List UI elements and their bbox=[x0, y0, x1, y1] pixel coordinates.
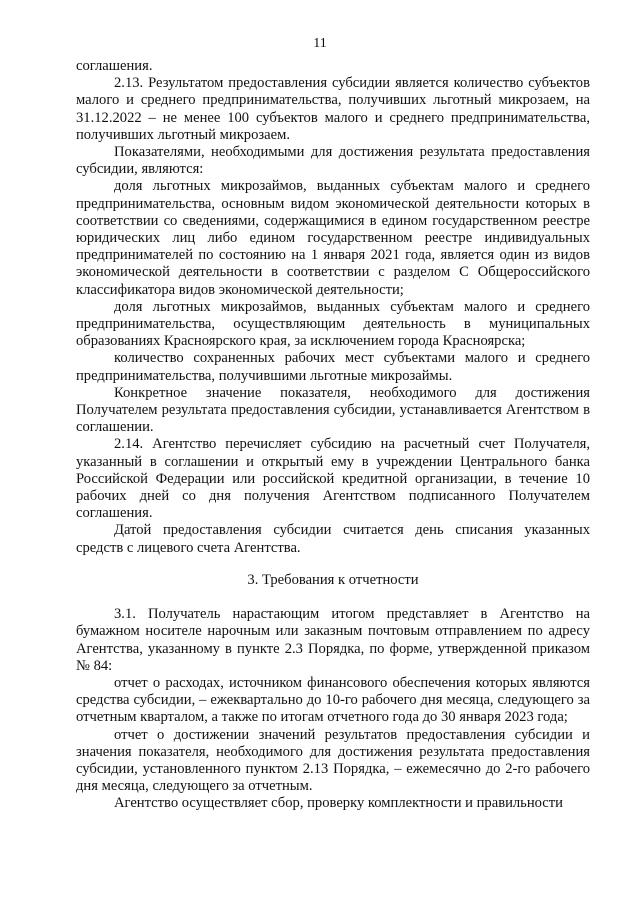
paragraph: доля льготных микрозаймов, выданных субъектам малого и среднего предпринимательства, осуществляющим деятельность в муниципальных образованиях Красноярского края, за исключением города Красноярска; bbox=[76, 298, 590, 350]
paragraph: отчет о расходах, источником финансового обеспечения которых являются средства субсидии, – ежеквартально до 10-го рабочего дня месяца, следующего за отчетным кварталом, а также по итогам отчетного года до 30 января 2023 года; bbox=[76, 674, 590, 726]
section-heading: 3. Требования к отчетности bbox=[247, 571, 419, 588]
document-body bbox=[76, 58, 590, 813]
paragraph: отчет о достижении значений результатов предоставления субсидии и значения показателя, необходимого для достижения результата предоставления субсидии, установленного пунктом 2.13 Порядка, – ежемесячно до 2-го рабочего дня месяца, следующего за отчетным. bbox=[76, 726, 590, 795]
paragraph: количество сохраненных рабочих мест субъектами малого и среднего предпринимательства, получившими льготные микрозаймы. bbox=[76, 350, 590, 384]
page-number: 11 bbox=[313, 36, 327, 51]
paragraph: соглашения. bbox=[76, 58, 153, 74]
paragraph: Агентство осуществляет сбор, проверку комплектности и правильности bbox=[114, 795, 563, 812]
paragraph: Датой предоставления субсидии считается день списания указанных средств с лицевого счета Агентства. bbox=[76, 522, 590, 556]
paragraph: 2.14. Агентство перечисляет субсидию на расчетный счет Получателя, указанный в соглашении и открытый ему в учреждении Центрального банка Российской Федерации или российской кредитной организации, в течение 10 рабочих дней со дня получения Агентством подписанного Получателем соглашения. bbox=[76, 436, 590, 522]
paragraph: Конкретное значение показателя, необходимого для достижения Получателем результата предоставления субсидии, устанавливается Агентством в соглашении. bbox=[76, 384, 590, 436]
paragraph: 3.1. Получатель нарастающим итогом представляет в Агентство на бумажном носителе нарочным или заказным почтовым отправлением по адресу Агентства, указанному в пункте 2.3 Порядка, по форме, утвержденной приказом № 84: bbox=[76, 606, 590, 674]
paragraph: 2.13. Результатом предоставления субсидии является количество субъектов малого и среднего предпринимательства, получивших льготный микрозаем, на 31.12.2022 – не менее 100 субъектов малого и среднего предпринимательства, получивших льготный микрозаем. bbox=[76, 75, 590, 143]
paragraph: Показателями, необходимыми для достижения результата предоставления субсидии, являются: bbox=[76, 144, 590, 178]
paragraph: доля льготных микрозаймов, выданных субъектам малого и среднего предпринимательства, основным видом экономической деятельности которых в соответствии со сведениями, содержащимися в едином государственном реестре юридических лиц либо едином государственном реестре индивидуальных предпринимателей по состоянию на 1 января 2021 года, является один из видов экономической деятельности в соответствии с разделом С Общероссийского классификатора видов экономической деятельности; bbox=[76, 178, 590, 298]
